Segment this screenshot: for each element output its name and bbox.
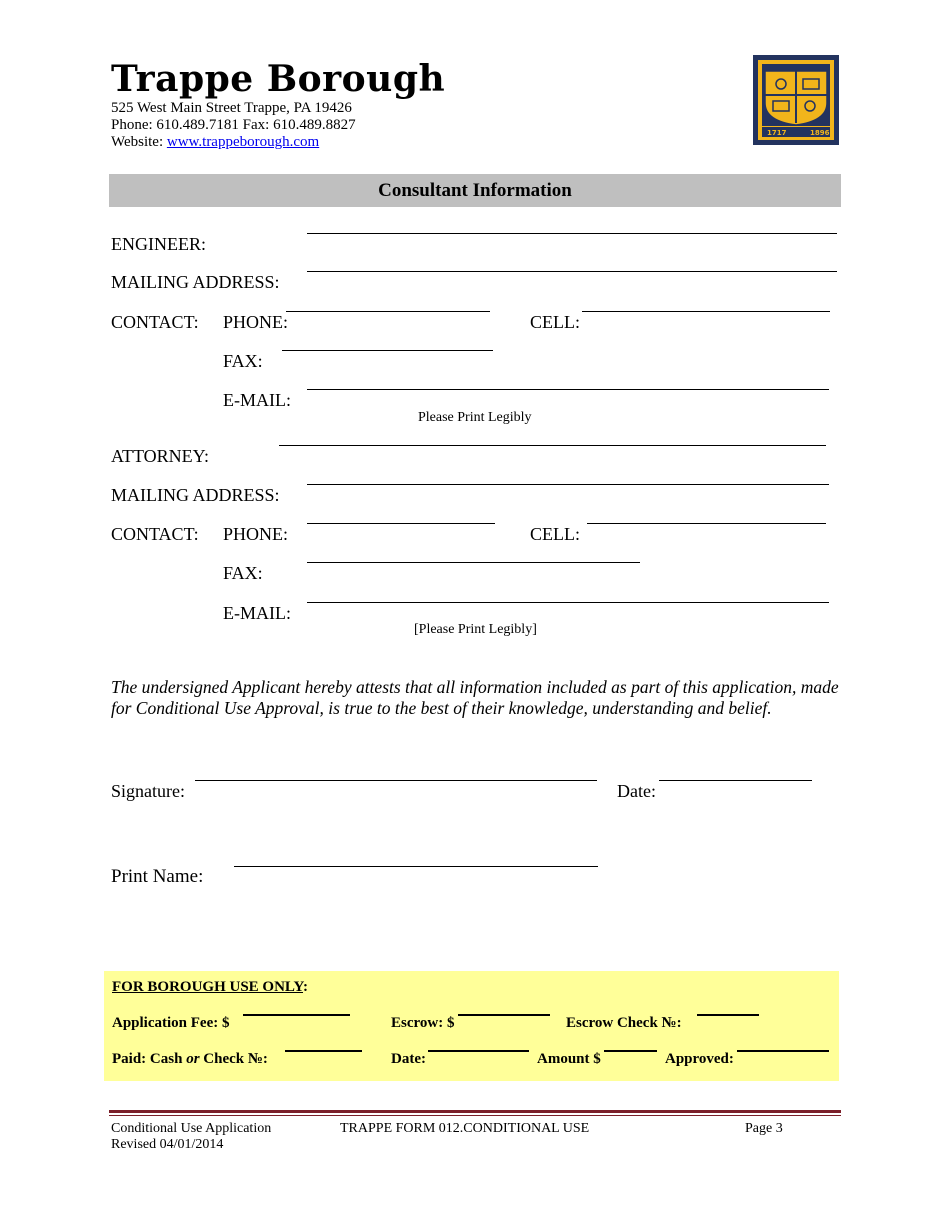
paid-or-text: or xyxy=(186,1051,200,1067)
footer-rule-thin xyxy=(109,1115,841,1116)
engineer-phone-label: PHONE: xyxy=(223,312,289,332)
engineer-email-label: E-MAIL: xyxy=(223,390,291,410)
signature-label: Signature: xyxy=(111,781,185,801)
borough-seal-logo xyxy=(753,55,839,145)
application-fee-field[interactable] xyxy=(243,1014,350,1016)
approved-label: Approved: xyxy=(665,1051,734,1067)
attorney-contact-label: CONTACT: xyxy=(111,524,199,544)
seal-year-left: 1717 xyxy=(767,129,787,137)
engineer-contact-label: CONTACT: xyxy=(111,312,199,332)
footer-page-number: Page 3 xyxy=(745,1121,783,1136)
section-title-band: Consultant Information xyxy=(109,174,841,207)
engineer-mailing-field[interactable] xyxy=(307,271,837,272)
paid-label xyxy=(112,1051,268,1068)
borough-title: Trappe Borough xyxy=(111,58,446,100)
attorney-email-label: E-MAIL: xyxy=(223,603,291,623)
date-label: Date: xyxy=(617,781,656,801)
attorney-mailing-field[interactable] xyxy=(307,484,829,485)
website-label: Website: xyxy=(111,134,167,150)
print-name-field[interactable] xyxy=(234,866,598,867)
engineer-fax-field[interactable] xyxy=(282,350,493,351)
attorney-label: ATTORNEY: xyxy=(111,446,210,466)
paid-check-text: Check №: xyxy=(199,1051,268,1067)
office-date-label: Date: xyxy=(391,1051,426,1067)
office-heading-colon: : xyxy=(303,979,309,995)
website-link[interactable]: www.trappeborough.com xyxy=(166,134,320,150)
office-date-field[interactable] xyxy=(428,1050,529,1052)
attorney-mailing-label: MAILING ADDRESS: xyxy=(111,485,280,505)
phone-fax-line: Phone: 610.489.7181 Fax: 610.489.8827 xyxy=(111,117,356,133)
engineer-field[interactable] xyxy=(307,233,837,234)
approved-field[interactable] xyxy=(737,1050,829,1052)
footer-rule-thick xyxy=(109,1110,841,1113)
attorney-print-note: [Please Print Legibly] xyxy=(414,622,537,637)
footer-form-code: TRAPPE FORM 012.CONDITIONAL USE xyxy=(340,1121,590,1136)
office-heading xyxy=(112,979,308,996)
attorney-cell-field[interactable] xyxy=(587,523,826,524)
amount-field[interactable] xyxy=(604,1050,657,1052)
footer-form-name: Conditional Use Application xyxy=(111,1121,272,1136)
attorney-phone-field[interactable] xyxy=(307,523,495,524)
print-name-label: Print Name: xyxy=(111,866,204,887)
footer-revised: Revised 04/01/2014 xyxy=(111,1137,224,1152)
paid-check-field[interactable] xyxy=(285,1050,362,1052)
attorney-fax-label: FAX: xyxy=(223,563,263,583)
signature-field[interactable] xyxy=(195,780,597,781)
amount-label: Amount $ xyxy=(537,1051,601,1067)
attorney-cell-label: CELL: xyxy=(530,524,580,544)
seal-year-right: 1896 xyxy=(810,129,830,137)
escrow-field[interactable] xyxy=(458,1014,550,1016)
attorney-email-field[interactable] xyxy=(307,602,829,603)
date-field[interactable] xyxy=(659,780,812,781)
attestation-text: The undersigned Applicant hereby attests that all information included as part of this application, made for Conditional Use Approval, is true to the best of their knowledge, understanding and belief. xyxy=(111,677,839,718)
attorney-phone-label: PHONE: xyxy=(223,524,289,544)
address-line: 525 West Main Street Trappe, PA 19426 xyxy=(111,100,352,116)
attorney-field[interactable] xyxy=(279,445,826,446)
engineer-mailing-label: MAILING ADDRESS: xyxy=(111,272,280,292)
engineer-email-field[interactable] xyxy=(307,389,829,390)
paid-cash-text: Paid: Cash xyxy=(112,1051,187,1067)
engineer-print-note: Please Print Legibly xyxy=(418,410,532,425)
attorney-fax-field[interactable] xyxy=(307,562,640,563)
office-heading-text: FOR BOROUGH USE ONLY xyxy=(112,979,304,995)
engineer-phone-field[interactable] xyxy=(286,311,490,312)
engineer-cell-label: CELL: xyxy=(530,312,580,332)
escrow-check-label: Escrow Check №: xyxy=(566,1015,682,1031)
website-line xyxy=(111,134,319,151)
engineer-fax-label: FAX: xyxy=(223,351,263,371)
engineer-label: ENGINEER: xyxy=(111,234,206,254)
engineer-cell-field[interactable] xyxy=(582,311,830,312)
escrow-check-field[interactable] xyxy=(697,1014,759,1016)
escrow-label: Escrow: $ xyxy=(391,1015,455,1031)
application-fee-label: Application Fee: $ xyxy=(112,1015,230,1031)
